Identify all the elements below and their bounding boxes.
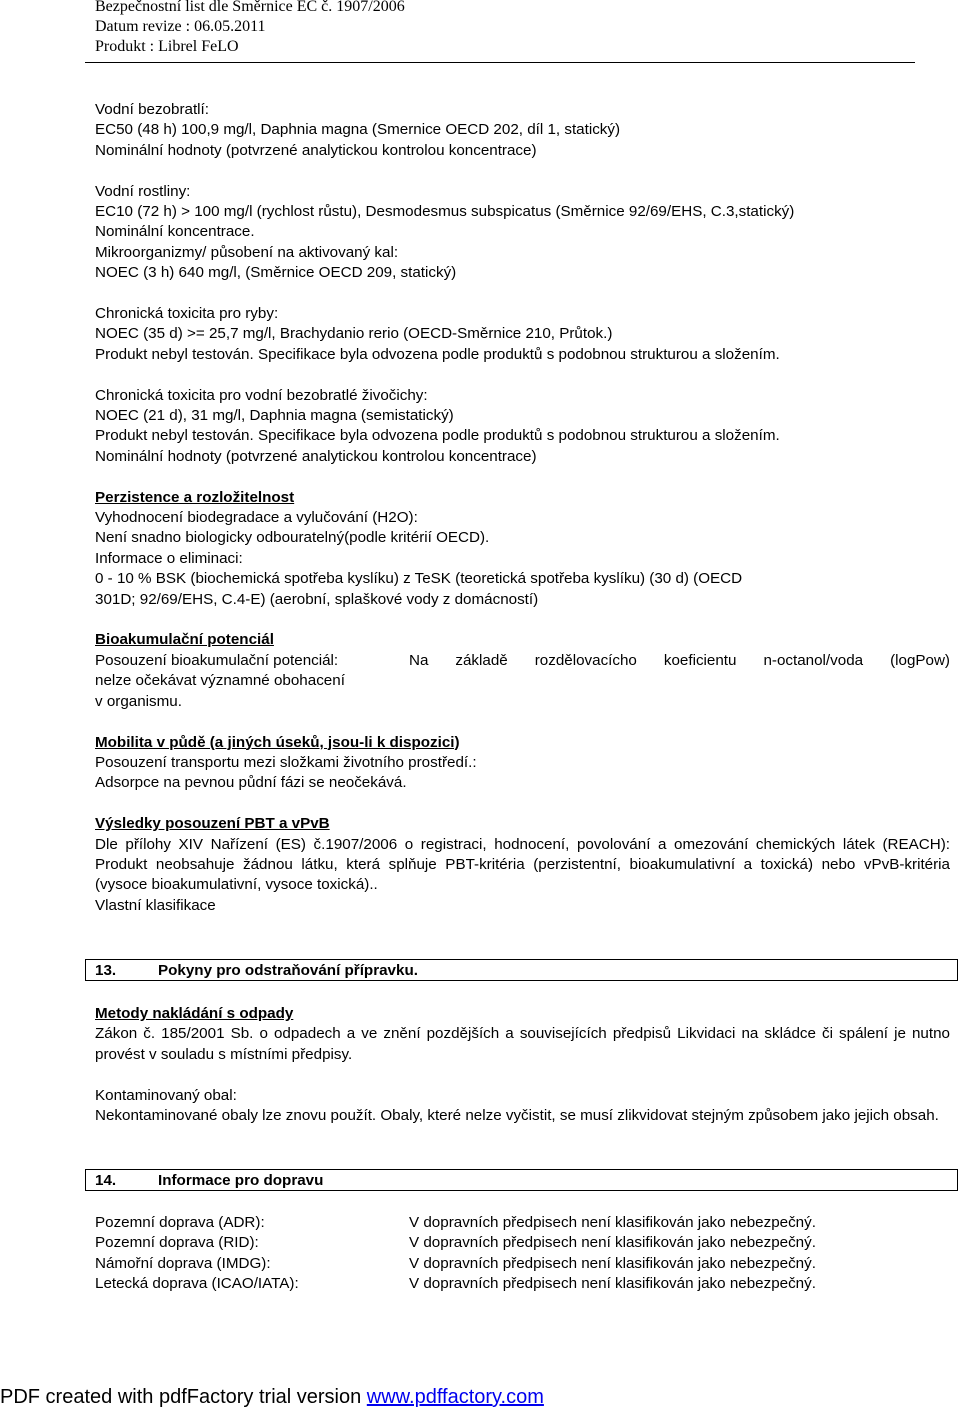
invertebrates-chronic-nominal: Nominální hodnoty (potvrzené analytickou kontrolou koncentrace): [95, 447, 537, 465]
transport-value: V dopravních předpisech není klasifikován jako nebezpečný.: [409, 1254, 816, 1272]
section-13-header: [85, 959, 958, 981]
section-13-title: Pokyny pro odstraňování přípravku.: [158, 962, 418, 979]
header-revision-date: Datum revize : 06.05.2011: [95, 18, 266, 35]
transport-label: Pozemní doprava (ADR):: [95, 1214, 265, 1231]
bioaccumulation-left-3: v organismu.: [95, 692, 182, 710]
contaminated-packaging-title: Kontaminovaný obal:: [95, 1086, 237, 1104]
waste-methods-heading: Metody nakládání s odpady: [95, 1005, 294, 1022]
transport-value: V dopravních předpisech není klasifikován jako nebezpečný.: [409, 1234, 816, 1252]
plants-nominal: Nominální koncentrace.: [95, 223, 255, 241]
invertebrates-ec50: EC50 (48 h) 100,9 mg/l, Daphnia magna (Smernice OECD 202, díl 1, statický): [95, 121, 621, 139]
footer-text: PDF created with pdfFactory trial version: [0, 1386, 367, 1408]
section-13-content: [95, 1004, 950, 1126]
invertebrates-chronic-noec: NOEC (21 d), 31 mg/l, Daphnia magna (semistatický): [95, 407, 454, 425]
pbt-heading: Výsledky posouzení PBT a vPvB: [95, 815, 330, 833]
fish-chronic-title: Chronická toxicita pro ryby:: [95, 305, 279, 323]
bioaccumulation-heading: Bioakumulační potenciál: [95, 631, 274, 649]
header-doc-title: Bezpečnostní list dle Směrnice EC č. 1907/2006: [95, 0, 405, 15]
plants-title: Vodní rostliny:: [95, 182, 191, 200]
persistence-heading: Perzistence a rozložitelnost: [95, 488, 295, 506]
invertebrates-chronic-title: Chronická toxicita pro vodní bezobratlé živočichy:: [95, 386, 428, 404]
header-divider: [85, 62, 915, 63]
transport-label: Letecká doprava (ICAO/IATA):: [95, 1275, 299, 1293]
pbt-text: Dle přílohy XIV Nařízení (ES) č.1907/2006 o registraci, hodnocení, povolování a omezování chemických látek (REACH): Produkt neobsahuje žádnou látku, která splňuje PBT-kritéria (perzistentní, bioakumulativní a toxická) nebo vPvB-kritéria (vysoce bioakumulativní, vysoce toxická)..: [95, 835, 950, 894]
fish-chronic-note: Produkt nebyl testován. Specifikace byla odvozena podle produktů s podobnou strukturou a složením.: [95, 345, 780, 363]
bioaccumulation-right: Na základě rozdělovacícho koeficientu n-octanol/voda (logPow): [409, 651, 950, 669]
microorganisms-title: Mikroorganizmy/ působení na aktivovaný kal:: [95, 243, 399, 261]
invertebrates-title: Vodní bezobratlí:: [95, 101, 209, 118]
transport-value: V dopravních předpisech není klasifikován jako nebezpečný.: [409, 1275, 816, 1293]
pdf-footer: [0, 1386, 544, 1409]
mobility-line-1: Posouzení transportu mezi složkami životního prostředí.:: [95, 753, 477, 771]
mobility-heading: Mobilita v půdě (a jiných úseků, jsou-li k dispozici): [95, 733, 460, 751]
invertebrates-chronic-note: Produkt nebyl testován. Specifikace byla odvozena podle produktů s podobnou strukturou a složením.: [95, 427, 780, 445]
section-14-number: 14.: [95, 1172, 117, 1189]
persistence-line-3: Informace o eliminaci:: [95, 549, 243, 567]
plants-ec10: EC10 (72 h) > 100 mg/l (rychlost růstu), Desmodesmus subspicatus (Směrnice 92/69/EHS, C.3,statický): [95, 203, 795, 221]
bioaccumulation-left-1: Posouzení bioakumulační potenciál:: [95, 651, 339, 669]
fish-chronic-noec: NOEC (35 d) >= 25,7 mg/l, Brachydanio rerio (OECD-Směrnice 210, Průtok.): [95, 325, 613, 343]
transport-label: Pozemní doprava (RID):: [95, 1234, 259, 1252]
section-14-content: [95, 1213, 950, 1295]
microorganisms-noec: NOEC (3 h) 640 mg/l, (Směrnice OECD 209, statický): [95, 264, 457, 282]
transport-value: V dopravních předpisech není klasifikován jako nebezpečný.: [409, 1214, 816, 1231]
persistence-line-4: 0 - 10 % BSK (biochemická spotřeba kyslíku) z TeSK (teoretická spotřeba kyslíku) (30 d) (OECD: [95, 570, 743, 588]
waste-methods-text: Zákon č. 185/2001 Sb. o odpadech a ve znění pozdějších a souvisejících předpisů Likvidaci na skládce či spálení je nutno provést v souladu s místními předpisy.: [95, 1025, 950, 1063]
section-14-header: [85, 1169, 958, 1191]
persistence-line-1: Vyhodnocení biodegradace a vylučování (H2O):: [95, 509, 418, 527]
contaminated-packaging-text: Nekontaminované obaly lze znovu použít. Obaly, které nelze vyčistit, se musí zlikvidovat stejným způsobem jako jejich obsah.: [95, 1107, 939, 1125]
section-13-number: 13.: [95, 962, 117, 979]
mobility-line-2: Adsorpce na pevnou půdní fázi se neočekává.: [95, 774, 407, 792]
transport-table: [95, 1213, 950, 1295]
page-content: [95, 100, 950, 916]
bioaccumulation-assessment: [95, 651, 950, 712]
section-14-title: Informace pro dopravu: [158, 1172, 324, 1189]
persistence-line-2: Není snadno biologicky odbouratelný(podle kritérií OECD).: [95, 529, 490, 547]
transport-label: Námořní doprava (IMDG):: [95, 1254, 271, 1272]
persistence-line-5: 301D; 92/69/EHS, C.4-E) (aerobní, splaškové vody z domácností): [95, 590, 539, 608]
bioaccumulation-left-2: nelze očekávat významné obohacení: [95, 672, 345, 690]
pbt-last-line: Vlastní klasifikace: [95, 896, 216, 914]
pdffactory-link[interactable]: www.pdffactory.com: [366, 1386, 544, 1408]
header-product-name: Produkt : Librel FeLO: [95, 38, 239, 55]
invertebrates-nominal: Nominální hodnoty (potvrzené analytickou kontrolou koncentrace): [95, 141, 537, 159]
